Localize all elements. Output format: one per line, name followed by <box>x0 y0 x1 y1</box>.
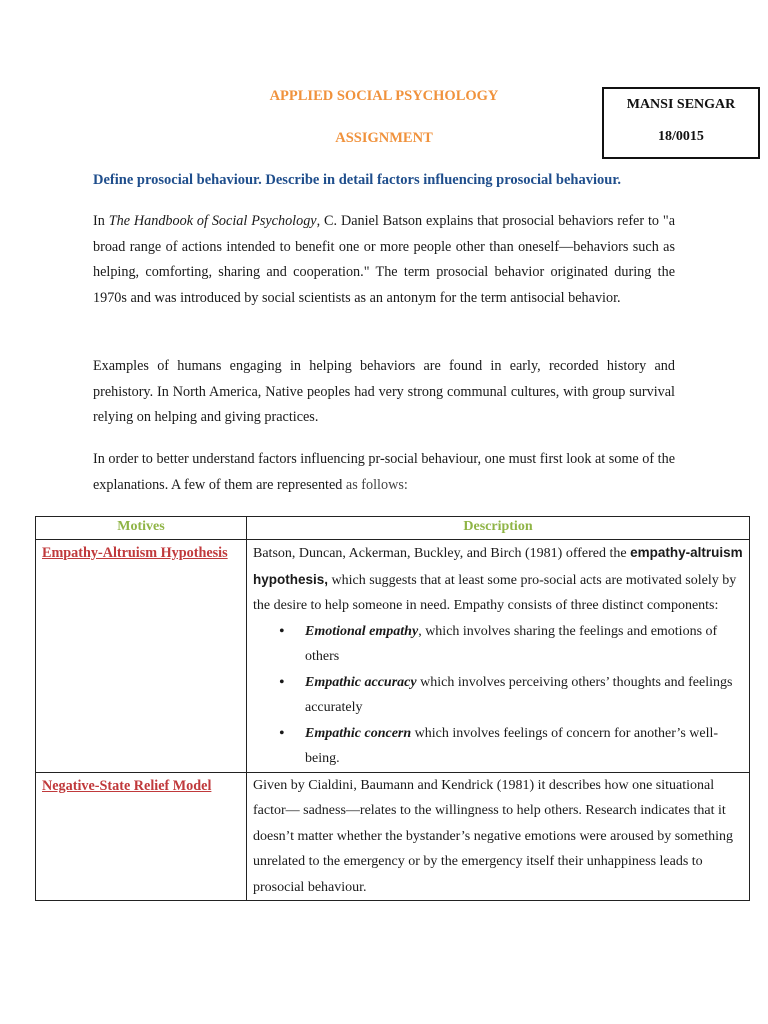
motive-cell <box>36 772 247 901</box>
description-cell: Given by Cialdini, Baumann and Kendrick (1981) it describes how one situational factor— sadness—relates to the willingness to help others. Research indicates that it doesn’t matter whether the bystander’s negative emotions were aroused by something unrelated to the emergency or by the emergency itself their unhappiness leads to prosocial behaviour. <box>247 772 750 901</box>
bullet-term: Empathic accuracy <box>305 674 417 690</box>
components-list <box>253 619 743 772</box>
list-item <box>305 721 743 772</box>
header-motives: Motives <box>36 517 247 540</box>
para3-tail: as follows: <box>345 476 408 493</box>
bullet-text: , which involves sharing the feelings and emotions of others <box>305 623 718 664</box>
student-id-box <box>602 87 760 159</box>
bullet-term: Empathic concern <box>305 725 412 741</box>
para1-rest: , C. Daniel Batson explains that prosocial behaviors refer to "a broad range of actions intended to benefit one or more people other than oneself—behaviors such as helping, comforting, sharing and cooperation." The term prosocial behavior originated during the 1970s and was introduced by social scientists as an antonym for the term antisocial behavior. <box>93 213 675 306</box>
motive-negative-state-relief: Negative-State Relief Model <box>42 777 212 794</box>
question-heading: Define prosocial behaviour. Describe in detail factors influencing prosocial behaviour. <box>93 172 622 188</box>
student-id: 18/0015 <box>658 129 704 144</box>
para1-lead: In <box>93 213 109 229</box>
paragraph-1 <box>93 209 675 311</box>
para3-main: In order to better understand factors influencing pr-social behaviour, one must first look at some of the explanations. A few of them are represented <box>93 451 675 493</box>
table-row <box>36 540 750 773</box>
table-row <box>36 772 750 901</box>
paragraph-2: Examples of humans engaging in helping behaviors are found in early, recorded history and prehistory. In North America, Native peoples had very strong communal cultures, with group survival relying on helping and giving practices. <box>93 358 675 425</box>
paragraph-3 <box>93 447 675 498</box>
motive-cell <box>36 540 247 773</box>
book-title: The Handbook of Social Psychology <box>108 213 317 229</box>
description-cell <box>247 540 750 773</box>
bullet-text: which involves perceiving others’ thoughts and feelings accurately <box>305 674 733 715</box>
header-description: Description <box>247 517 750 540</box>
row1-term: empathy-altruism hypothesis, <box>253 545 743 587</box>
bullet-term: Emotional empathy <box>305 623 419 639</box>
row1-intro: Batson, Duncan, Ackerman, Buckley, and Birch (1981) offered the <box>253 546 631 561</box>
bullet-text: which involves feelings of concern for another’s well-being. <box>305 725 719 766</box>
list-item <box>305 670 743 721</box>
row1-intro-rest: which suggests that at least some pro-social acts are motivated solely by the desire to help someone in need. Empathy consists of three distinct components: <box>253 572 737 613</box>
motive-empathy-altruism: Empathy-Altruism Hypothesis <box>42 545 228 561</box>
list-item <box>305 619 743 670</box>
table-header-row <box>36 517 750 540</box>
document-title: APPLIED SOCIAL PSYCHOLOGY <box>269 88 499 104</box>
motives-table <box>35 516 750 901</box>
student-name: MANSI SENGAR <box>626 97 736 112</box>
document-subtitle: ASSIGNMENT <box>335 130 433 146</box>
